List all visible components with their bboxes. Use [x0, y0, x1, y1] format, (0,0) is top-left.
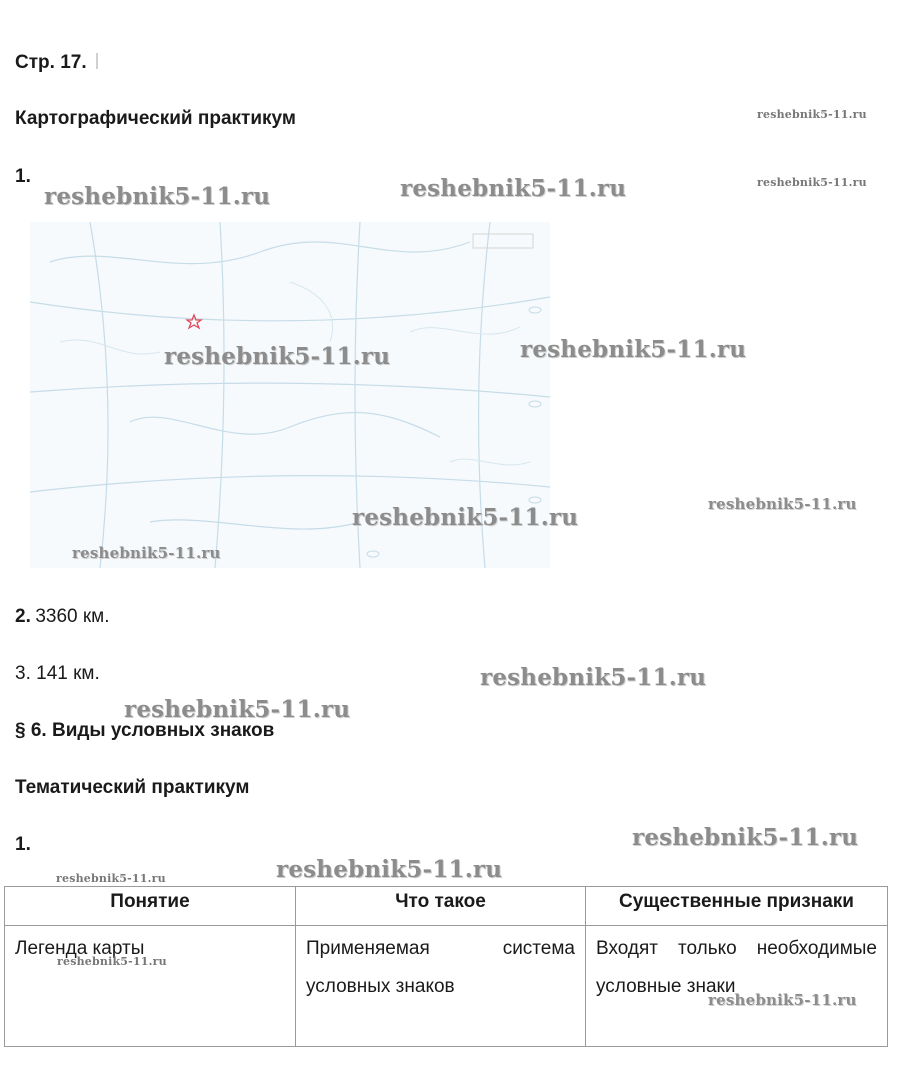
watermark: reshebnik5-11.ru [164, 343, 391, 370]
watermark: reshebnik5-11.ru [44, 183, 271, 210]
watermark: reshebnik5-11.ru [124, 696, 351, 723]
item-1-number: 1. [15, 166, 31, 187]
table-header-cell: Что такое [296, 887, 586, 926]
watermark: reshebnik5-11.ru [632, 824, 859, 851]
page-reference: Стр. 17. [15, 52, 98, 74]
table-header-row [5, 887, 888, 926]
watermark: reshebnik5-11.ru [56, 872, 166, 885]
item-3: 3. 141 км. [15, 663, 100, 684]
table-cell: Легенда карты [5, 926, 296, 1047]
table-header-cell: Существенные признаки [586, 887, 888, 926]
watermark: reshebnik5-11.ru [708, 495, 857, 513]
watermark: reshebnik5-11.ru [352, 504, 579, 531]
section-title-thematic: Тематический практикум [15, 777, 250, 798]
item-1-number-thematic: 1. [15, 834, 31, 855]
table-header-cell: Понятие [5, 887, 296, 926]
table-row [5, 926, 888, 1047]
watermark: reshebnik5-11.ru [400, 175, 627, 202]
watermark: reshebnik5-11.ru [757, 108, 867, 121]
watermark: reshebnik5-11.ru [72, 544, 221, 562]
watermark: reshebnik5-11.ru [57, 955, 167, 968]
watermark: reshebnik5-11.ru [276, 856, 503, 883]
table-cell: Входят только необходимые условные знаки [586, 926, 888, 1047]
section-title-cartographic: Картографический практикум [15, 108, 296, 129]
watermark: reshebnik5-11.ru [480, 664, 707, 691]
watermark: reshebnik5-11.ru [708, 991, 857, 1009]
watermark: reshebnik5-11.ru [520, 336, 747, 363]
paragraph-heading: § 6. Виды условных знаков [15, 720, 275, 741]
text-cursor-mark [96, 53, 98, 69]
star-icon [187, 315, 201, 328]
watermark: reshebnik5-11.ru [757, 176, 867, 189]
table-cell: Применяемая система условных знаков [296, 926, 586, 1047]
item-2: 2. 3360 км. [15, 606, 110, 627]
